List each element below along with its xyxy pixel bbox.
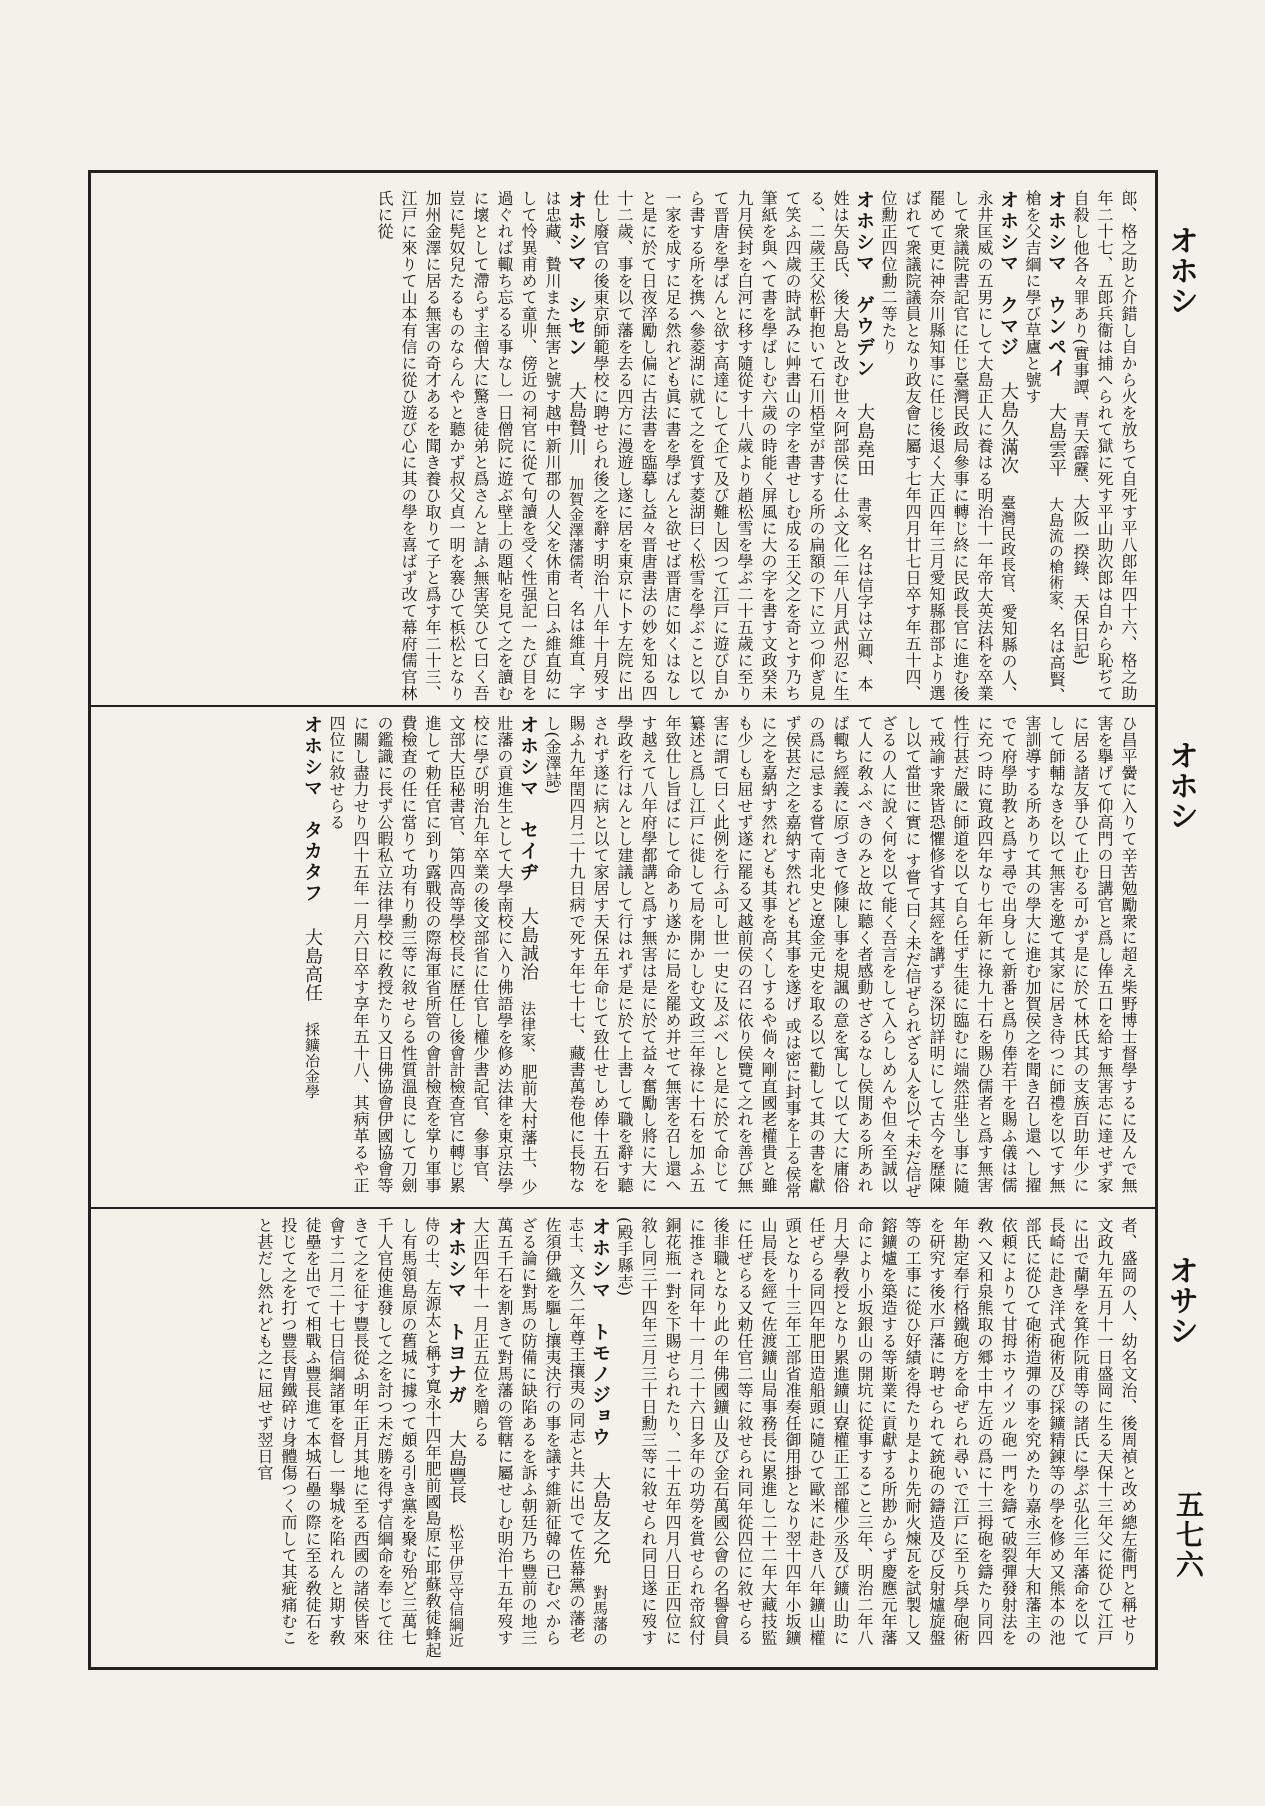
entry-heading-kanji: 大島高任 (302, 927, 323, 1002)
tier-divider-1 (88, 705, 1158, 707)
tier-1 (106, 190, 1140, 705)
entry-heading-kana: オホシマ セイヂ (517, 715, 539, 883)
entry-gyoden (591, 190, 874, 702)
entry-body: 名は信字は立卿、本姓は矢島氏、後大島と改む世々阿部侯に仕ふ文化二年八月武州忍に生る、二歲王父松軒抱いて石川梧堂が書する所の扁額の下に立つ仰ぎ見て笑ふ四歲の時試みに艸書山の字を書せしむ成る王父之を奇とす乃ち筆紙を與へて書を學ばしむ六歲の時能く屏風に大の字を書す文政癸未九月侯封を白河に移す隨從す十八歲より趙松雪を學ぶ二十五歲に至りて晋唐を學ばんと欲す高達にして企て及び難し因つて江戸に遊び自から書する所を携へ參菱湖に就て之を質す菱湖曰く松雪を學ぶこと以て一家を成すに足る然れども眞に書を學ばんと欲せば晋唐に如くはなしと是に於て日夜淬勵し偏に古法書を臨摹し益々晋唐書法の妙を知る四十二歲、事を以て藩を去る四方に漫遊し遂に居を東京に卜す左院に出仕し廢官の後東京師範學校に聘せられ後之を辭す明治十八年十月歿す (591, 190, 874, 702)
entry-continuation: 郎、格之助と介錯し自から火を放ちて自死す平八郎年四十六、格之助年二十七、五郎兵衞は捕へられて獄に死す平山助次郎は自から恥ぢて自殺し他各々罪あり(實事譚、青天霹靂、大阪一揆錄、天保日記) (1071, 190, 1138, 702)
entry-takatafu (303, 715, 322, 1100)
entry-shisen (375, 190, 586, 702)
entry-heading-kanji: 大島久滿次 (998, 381, 1019, 475)
entry-heading-kana: オホシマ ウンペイ (1045, 190, 1067, 379)
entry-body: 文久二年尊王攘夷の同志と共に出でて佐幕黨の藩老佐須伊織を驅し攘夷決行の事を議す維新征韓の已むべからざる論に對馬の防備に缺陷あるを訴ふ朝廷乃ち豐前の地三萬五千石を割きて對馬藩の管轄に屬せしむ明治十五年歿す大正四年十一月正五位を贈らる (471, 1217, 586, 1646)
entry-body: 左源太と稱す寬永十四年肥前國島原に耶蘇敎徒蜂起し有馬領島原の舊城に據つて頗る引き黨を聚む殆ど三萬七千人官使進發して之を討つ未だ勝を得ず信綱命を奉じて往きて之を征す豐長從ふ明年正月其地に至る西國の諸侯皆來會す二月二十七日信綱諸軍を督し一擧城を陷れんと期す敎徒壘を出でて相戰ふ豐長進て本城石壘の際に至る敎徒石を投じて之を打つ豐長胄鐵碎け身體傷つく而して其疵痛むこと甚だし然れども之に屈せず翌日官 (255, 1217, 442, 1659)
entry-heading-kana: オホシマ ゲウデン (853, 190, 875, 379)
running-header-bottom: オサシ (1163, 1255, 1198, 1345)
entry-heading-kana: オホシマ トヨナガ (445, 1217, 467, 1406)
entry-body: 名は維直、字は忠藏、贄川また無害と號す越中新川郡の人父を休甫と曰ふ維直幼にして怜異甫めて童丱、傍近の祠官に從て句讀を受く性强記一たび目を過ぐれば輙ち忘るる事なし一日僧院に遊ぶ壁上の題帖を見て之を讀むに壞として滯らず主僧大に驚き徒弟と爲さんと請ふ無害笑ひて曰く吾豈に髡奴兒たるものならんやと聽かず叔父貞一明を褰ひて梹松となり加州金澤に居る無害の奇才あるを聞き養ひ取りて子と爲す年二十三、江戸に來りて山本有信に從ひ遊び心に其の學を喜ばず改て幕府儒官林氏に從 (375, 190, 586, 702)
entry-occupation: 對馬藩の志士、 (567, 1217, 609, 1647)
entry-occupation: 採鑛冶金學 (303, 1022, 321, 1100)
entry-tomonojo (471, 1217, 610, 1647)
entry-toyonaga (255, 1217, 466, 1659)
entry-heading-kana: オホシマ クマジ (997, 190, 1019, 358)
running-header-middle: オホシ (1163, 740, 1198, 830)
entry-heading-kanji: 大島堯田 (854, 402, 875, 477)
entry-heading-kanji: 大島贄川 (566, 381, 587, 456)
entry-occupation: 加賀金澤藩儒者、 (567, 476, 585, 601)
entry-heading-kanji: 大島雲平 (1046, 402, 1067, 477)
tier-3 (106, 1217, 1140, 1659)
entry-heading-kana: オホシマ シセン (565, 190, 587, 358)
tier-2 (106, 715, 1140, 1207)
running-header-top: オホシ (1163, 225, 1198, 315)
entry-heading-kanji: 大島友之允 (590, 1471, 611, 1565)
entry-heading-kana: オホシマ トモノジョウ (589, 1217, 611, 1448)
entry-occupation: 臺灣民政長官、 (999, 494, 1017, 604)
entry-occupation: 法律家、 (519, 1001, 537, 1064)
entry-kumaji (879, 190, 1018, 702)
page-number: 五七六 (1172, 1490, 1205, 1580)
entry-continuation: ひ昌平黌に入りて辛苦勉勵衆に超え柴野博士督學するに及んで無害を擧げて仰高門の日講官と爲し俸五口を給す無害志に達せず家に居る諸友爭ひて止むる可かず是に於て林氏其の支族百助年少にして師輔なきを以て無害を邀て其家に居き待つに師禮を以てす無害訓導する所ありて其の學大に進む加賀侯之を聞き召し還へし擢でて府學助教と爲す尋で出身して新番と爲り俸若干を賜ふ儀は儒に充つ時に寬政四年なり七年新に祿九十石を賜ひ儒者と爲す無害性行甚だ嚴に師道を以て自ら任ず生徒に臨むに端然莊坐し事に隨て戒諭す衆皆恐懼修省す其經を講ずる深切詳明にして古今を歷陳し以て當世に實に す嘗て曰く未だ信ぜられざる人を以て未だ信ぜざるの人に說く何を以て能く吾言をして入らしめんや但々至誠以て人に敎ふべきのみと故に聽く者感動せざるなし侯閒ある所あれば輙ち經義に原づきて修陳し事を規諷の意を寓して以て大に庸俗の爲に忌まる嘗て南北史と遼金元史を取る以て勸して其の書を獻ず侯甚だ之を嘉納す然れども其事を遂げ 或は密に封事を上る侯常に之を嘉納す然れども其事を高くしするや倘々剛直國老權貴と雖も少しも屈せず遂に罷る又越前侯の召に依り侯覽て之れを善び無害に謂て曰く此例を行ふ可し世一史に及ぶべしと是に於て命じて纂述と爲し江戸に徙して局を開かしむ文政三年祿に十石を加ふ五年致仕し旨ばにして命あり遂かに局を罷め并せて無害を召し還へす越えて八年府學都講と爲す無害は是に於て益々奮勵し將に大に學政を行はんとし建議して行はれず是に於て上書して職を辭す聽されず遂に病と以て家居す天保五年命じて致仕せしめ俸十五石を賜ふ九年閏四月二十九日病で死す年七十七、藏書萬卷他に長物なし(金澤誌) (543, 715, 1138, 1200)
entry-occupation: 松平伊豆守信綱近侍の士、 (423, 1217, 465, 1649)
entry-heading-kana: オホシマ タカタフ (301, 715, 323, 904)
entry-heading-kanji: 大島豐長 (446, 1429, 467, 1504)
entry-occupation: 書家、 (855, 497, 873, 544)
entry-body: 肥前大村藩士、少壯藩の貢進生として大學南校に入り佛語學を修め法律を東京法學校に學び明治九年卒業の後文部省に仕官し權少書記官、參事官、文部大臣秘書官、第四高等學校長に歷任し後會計檢查官に轉じ累進して勅任官に到り露戰役の際海軍省所管の會計檢査を掌り軍事費檢査の任に當りて功有り勳三等に敘せらる性質溫良にして刀劍の鑑識に長ず公暇私立法律學校に敎授たり又日佛協會伊國協會等に關し盡力せり四十五年一月六日卒す享年五十八、其病革るや正四位に敘せらる (327, 715, 538, 1196)
entry-seiji (327, 715, 538, 1195)
entry-unpei (1023, 190, 1066, 704)
entry-body: 名は高賢、槍を父吉綱に學び草廬と號す (1023, 190, 1066, 704)
entry-continuation: 者、盛岡の人、幼名文治、後周禎と改め總左衞門と稱せり文政九年五月十一日盛岡に生る天保十三年父に從ひて江戸に出で蘭學を箕作阮甫等の諸氏に學ぶ弘化三年藩命を以て長崎に赴き洋式砲術及び採鑛精鍊等の學を修め又熊本の池部氏に從ひて砲術造彈の事を究めたり嘉永三年大和藩主の依頼によりて甘拇ホウイツル砲一門を鑄て破裂彈發射法を敎へ又和泉熊取の郷士中左近の爲に十三拇砲を鑄たり同四年勘定奉行格鐵砲方を命ぜられ尋いで江戸に至り兵學砲術を研究す後水戸藩に聘せられて銃砲の鑄造及び反射爐旋盤等の工事に從ひ好績を得たり是より先耐火煉瓦を試製し又鎔鑛爐を築造する等斯業に貢獻する所尠からず慶應元年藩命により小坂銀山の開坑に從事すること三年、明治二年八月大學敎授となり累進鑛山寮權正工部權少丞及び鑛山助に任ぜらる同四年肥田造船頭に隨ひて歐米に赴き八年鑛山權頭となり十三年工部省准奏任御用掛となり翌十四年小坂鑛山局長を經て佐渡鑛山局事務長に累進し二十二年大藏技監に任ぜらる又勅任官二等に敘せられ同年從四位に敘せらる後非職となり此の年佛國鑛山及び金石萬國公會の名譽會員に推され同年十一月二十六日多年の功勞を賞せられ帝紋付銅花瓶一對を下賜せられたり、二十五年四月八日正四位に敘し同三十四年三月三十日勳三等に敘せられ同日遂に歿す(殿手縣志) (615, 1217, 1138, 1646)
entry-heading-kanji: 大島誠治 (518, 906, 539, 981)
entry-body: 愛知縣の人、永井匡威の五男にして大島正人に養はる明治十一年帝大英法科を卒業して衆議院書記官に任じ臺灣民政局參事に轉じ終に民政長官に進む後罷めて更に神奈川縣知事に任じ後退く大正四年三月愛知縣郡部より選ばれて衆議院議員となり政友會に屬す七年四月廿七日卒す年五十四、位勳正四位勳二等たり (879, 190, 1018, 703)
entry-occupation: 大島流の槍術家、 (1047, 497, 1065, 622)
tier-divider-2 (88, 1207, 1158, 1209)
